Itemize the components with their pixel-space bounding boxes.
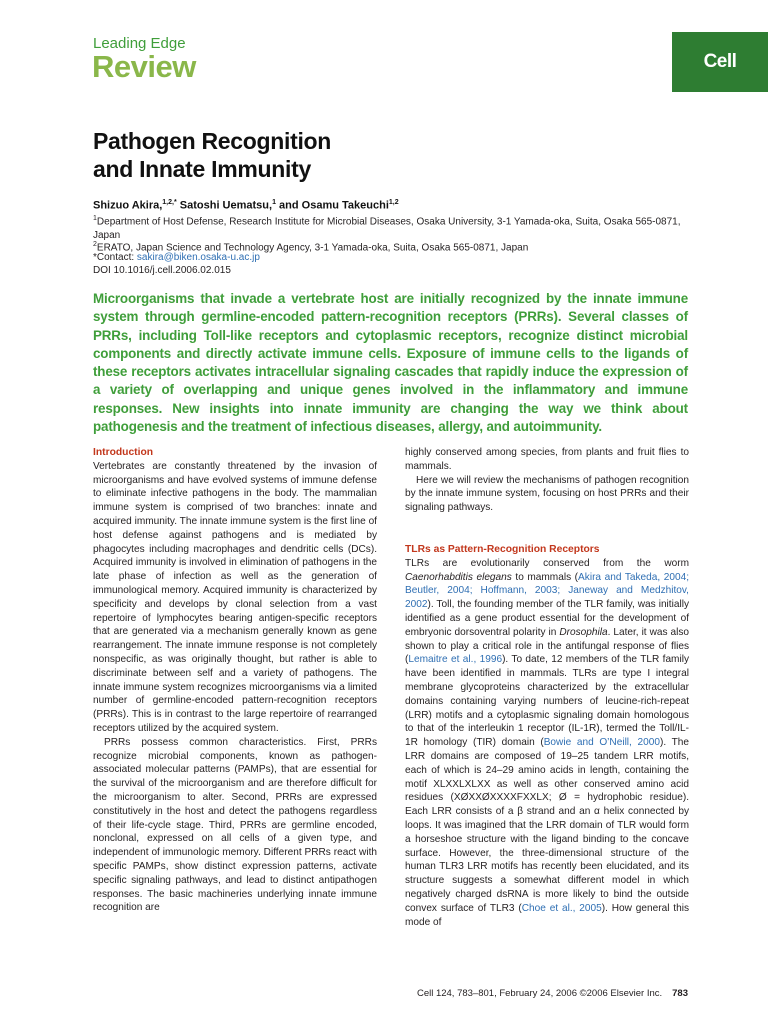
- author-affiliation-marker: 1,2,: [162, 199, 174, 206]
- citation-link[interactable]: Lemaitre et al., 1996: [408, 654, 503, 666]
- italic-species: Caenorhabditis elegans: [405, 571, 512, 583]
- contact-line: [93, 251, 683, 264]
- corresponding-marker: *: [173, 199, 177, 206]
- section-label: Review: [92, 49, 196, 84]
- citation-link[interactable]: Choe et al., 2005: [521, 902, 602, 914]
- contact-label: *Contact:: [93, 252, 137, 263]
- page-footer: [417, 988, 688, 999]
- paragraph: Here we will review the mechanisms of pathogen recognition by the innate immune system, focusing on host PRRs and their signaling pathways.: [405, 474, 689, 514]
- author-affiliation-marker: 1: [272, 199, 276, 206]
- footer-citation: Cell 124, 783–801, February 24, 2006 ©2006 Elsevier Inc.: [416, 988, 663, 999]
- text-run: to mammals (: [511, 571, 579, 583]
- affiliation-marker: 1: [93, 215, 97, 222]
- affiliation-text: ERATO, Japan Science and Technology Agency, 3-1 Yamada-oka, Suita, Osaka 565-0871, Japan: [96, 242, 529, 254]
- paragraph-tlrs: [405, 557, 689, 930]
- text-run: TLRs are evolutionarily conserved from the worm: [405, 557, 689, 569]
- text-run: ). The LRR domains are composed of 19–25 tandem LRR motifs, each of which is 24–29 amino acids in length, containing the motif XLXXLXLXX as well as other conserved amino acid residues (XØXXØXXXXFXXLX; Ø = hydrophobic residue). Each LRR consists of a β strand and an α helix connected by loops. It was imagined that the LRR domain of TLR would form a horseshoe structure with the ligand binding to the concave surface. However, the three-dimensional structure of the human TLR3 LRR motifs has recently been elucidated, and its structure suggests a somewhat different model in which negatively charged dsRNA is more likely to bind the outside convex surface of TLR3 (: [405, 737, 689, 914]
- series-label: Leading Edge: [93, 35, 186, 52]
- body-column-left: [93, 446, 377, 915]
- author-name: Shizuo Akira,: [93, 199, 163, 212]
- section-heading-tlrs: TLRs as Pattern-Recognition Receptors: [405, 543, 600, 555]
- journal-logo: Cell: [672, 32, 768, 92]
- citation-link[interactable]: Bowie and O’Neill, 2000: [543, 737, 660, 749]
- author-name: and Osamu Takeuchi: [279, 199, 389, 212]
- body-column-right: [405, 446, 689, 929]
- paragraph: Vertebrates are constantly threatened by the invasion of microorganisms and have evolved systems of immune defense to eliminate infective pathogens in the body. The mammalian immune system is comprised of two branches: innate and acquired immunity. The innate immune system is the first line of host defense against pathogens and is mediated by phagocytes including macrophages and dendritic cells (DCs). Acquired immunity is involved in elimination of pathogens in the late phase of infection as well as the generation of immunological memory. Acquired immunity is characterized by specificity and develops by clonal selection from a vast repertoire of lymphocytes bearing antigen-specific receptors that are generated via a mechanism generally known as gene rearrangement. The innate immune response is not completely nonspecific, as was originally thought, but rather is able to discriminate between self and a variety of pathogens. The innate immune system recognizes microorganisms via a limited number of germline-encoded pattern-recognition receptors (PRRs). This is in contrast to the large repertoire of rearranged receptors utilized by the acquired system.: [93, 460, 377, 734]
- contact-email-link[interactable]: sakira@biken.osaka-u.ac.jp: [136, 252, 260, 263]
- title-line-1: Pathogen Recognition: [93, 128, 332, 154]
- title-line-2: and Innate Immunity: [93, 156, 311, 182]
- text-run: ). How general this mode of: [405, 902, 689, 928]
- paragraph: highly conserved among species, from plants and fruit flies to mammals.: [405, 447, 689, 472]
- doi: DOI 10.1016/j.cell.2006.02.015: [93, 265, 231, 276]
- affiliation-text: Department of Host Defense, Research Institute for Microbial Diseases, Osaka University, 3-1 Yamada-oka, Suita, Osaka 565-0871, Japan: [93, 216, 681, 241]
- section-gap: [405, 515, 689, 543]
- page-number: 783: [672, 988, 688, 999]
- citation-link[interactable]: Akira and Takeda, 2004; Beutler, 2004; Hoffmann, 2003; Janeway and Medzhitov, 2002: [405, 571, 690, 611]
- section-heading-introduction: Introduction: [93, 447, 154, 458]
- author-name: Satoshi Uematsu,: [179, 199, 273, 212]
- abstract: Microorganisms that invade a vertebrate host are initially recognized by the innate immune system through germline-encoded pattern-recognition receptors (PRRs). Several classes of PRRs, including Toll-like receptors and cytoplasmic receptors, recognize distinct microbial components and directly activate immune cells. Exposure of immune cells to the ligands of these receptors activates intracellular signaling cascades that rapidly induce the expression of a variety of overlapping and unique genes involved in the inflammatory and immune responses. New insights into innate immunity are changing the way we think about pathogenesis and the treatment of infectious diseases, allergy, and autoimmunity.: [93, 291, 688, 435]
- text-run: . Later, it was also shown to play a critical role in the antifungal response of flies (: [405, 626, 689, 666]
- article-title: [93, 127, 653, 183]
- author-affiliation-marker: 1,2: [388, 199, 399, 206]
- italic-genus: Drosophila: [559, 626, 608, 638]
- author-list: [93, 199, 399, 212]
- text-run: ). Toll, the founding member of the TLR family, was initially identified as a gene product essential for the development of embryonic dorsoventral polarity in: [405, 599, 689, 638]
- text-run: ). To date, 12 members of the TLR family have been identified in mammals. TLRs are type I integral membrane glycoproteins characterized by the extracellular domains containing varying numbers of leucine-rich-repeat (LRR) motifs and a cytoplasmic signaling domain homologous to that of the interleukin 1 receptor (IL-1R), termed the Toll/IL-1R homology (TIR) domain (: [405, 654, 689, 749]
- affiliation-marker: 2: [93, 241, 97, 248]
- paragraph: PRRs possess common characteristics. First, PRRs recognize microbial components, known as pathogen-associated molecular patterns (PAMPs), that are essential for the survival of the microorganism and are therefore difficult for the microorganism to alter. Second, PRRs are expressed constitutively in the host and detect the pathogens regardless of their life-cycle stage. Third, PRRs are germline encoded, nonclonal, expressed on all cells of a given type, and independent of immunologic memory. Different PRRs react with specific PAMPs, show distinct expression patterns, activate specific signaling pathways, and lead to distinct antipathogen responses. The basic machineries underlying innate immune recognition are: [93, 736, 377, 914]
